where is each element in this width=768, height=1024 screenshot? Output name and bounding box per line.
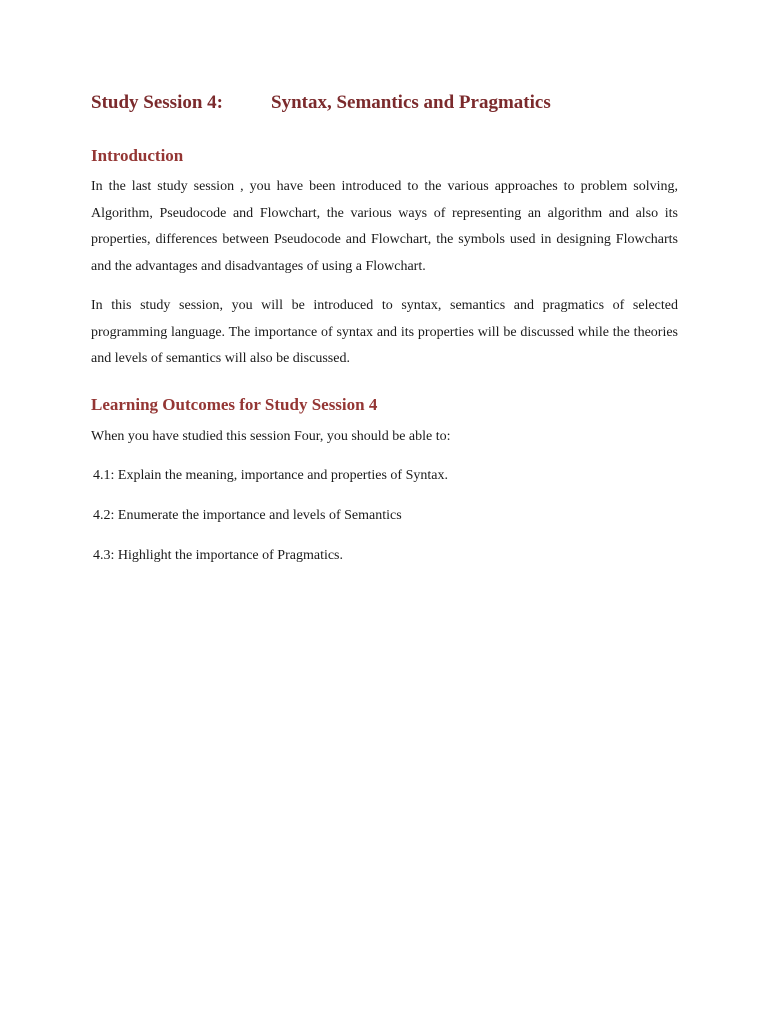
learning-outcome-item: 4.3: Highlight the importance of Pragmatics. <box>93 548 344 563</box>
introduction-heading: Introduction <box>91 146 184 165</box>
session-number: Study Session 4: <box>91 92 223 113</box>
learning-outcomes-heading: Learning Outcomes for Study Session 4 <box>91 395 378 414</box>
learning-outcomes-lead: When you have studied this session Four, you should be able to: <box>91 429 451 444</box>
introduction-paragraph-2: In this study session, you will be introduced to syntax, semantics and pragmatics of selected programming language. The importance of syntax and its properties will be discussed while the theories and levels of semantics will also be discussed. <box>91 298 678 367</box>
introduction-paragraph-1: In the last study session , you have been introduced to the various approaches to problem solving, Algorithm, Pseudocode and Flowchart, the various ways of representing an algorithm and also its properties, differences between Pseudocode and Flowchart, the symbols used in designing Flowcharts and the advantages and disadvantages of using a Flowchart. <box>91 179 678 275</box>
document-page <box>91 0 678 1024</box>
learning-outcome-item: 4.1: Explain the meaning, importance and properties of Syntax. <box>93 468 448 483</box>
learning-outcome-item: 4.2: Enumerate the importance and levels of Semantics <box>93 508 402 523</box>
session-title <box>91 92 551 114</box>
session-name: Syntax, Semantics and Pragmatics <box>271 92 551 113</box>
